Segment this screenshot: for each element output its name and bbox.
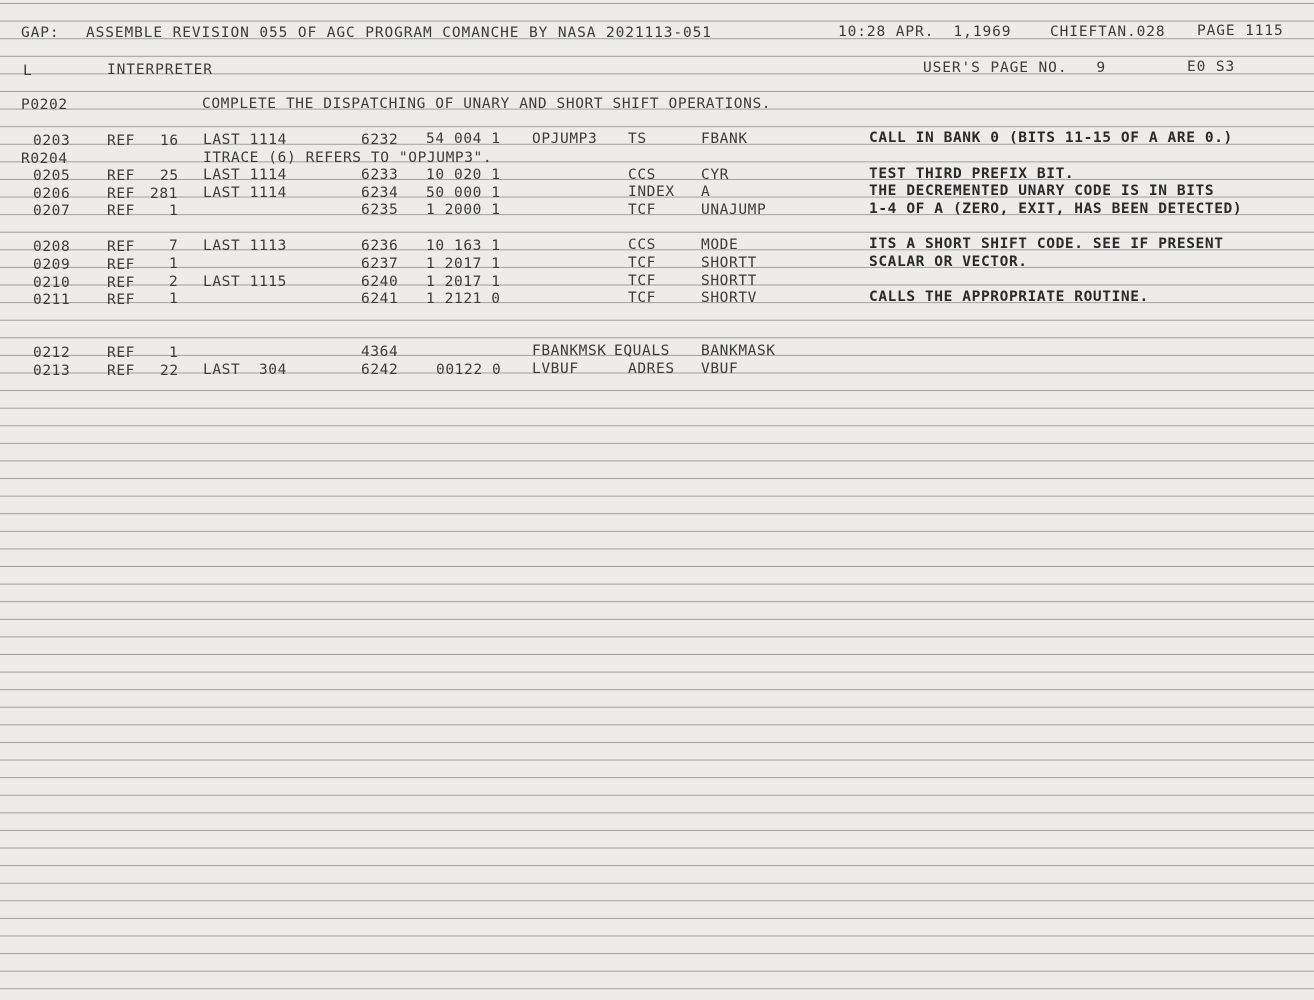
trace-note: ITRACE (6) REFERS TO "OPJUMP3".	[203, 150, 493, 166]
operand: FBANK	[701, 131, 748, 147]
symbol-label: LVBUF	[532, 361, 579, 377]
line-number: 0211	[33, 292, 71, 308]
section-name: INTERPRETER	[107, 62, 213, 78]
ref-keyword: REF	[107, 186, 135, 202]
users-page-number: USER'S PAGE NO. 9	[923, 60, 1106, 76]
subheader-mark: L	[23, 63, 33, 79]
line-number: 0208	[33, 239, 71, 255]
ref-count: 25	[160, 168, 179, 184]
opcode: ADRES	[628, 361, 675, 377]
ref-keyword: REF	[107, 345, 135, 361]
line-comment: THE DECREMENTED UNARY CODE IS IN BITS	[869, 183, 1215, 199]
operand: SHORTT	[701, 273, 757, 289]
machine-code: 10 163 1	[426, 238, 501, 254]
ref-keyword: REF	[107, 257, 135, 273]
line-number: 0209	[33, 257, 71, 273]
operand: MODE	[701, 237, 739, 253]
operand: SHORTV	[701, 290, 757, 306]
header-title: ASSEMBLE REVISION 055 OF AGC PROGRAM COMANCHE BY NASA 2021113-051	[86, 25, 712, 41]
last-ref: LAST 1114	[203, 167, 287, 183]
opcode: TS	[628, 131, 647, 147]
opcode: CCS	[628, 167, 656, 183]
address: 6241	[361, 291, 399, 307]
last-ref: LAST 1114	[203, 185, 287, 201]
machine-code: 00122 0	[436, 362, 502, 378]
subheader-code: E0 S3	[1187, 59, 1236, 75]
line-number: 0205	[33, 168, 71, 184]
opcode: TCF	[628, 273, 656, 289]
ref-count: 1	[169, 203, 179, 219]
address: 6233	[361, 167, 399, 183]
line-comment: CALLS THE APPROPRIATE ROUTINE.	[869, 289, 1149, 305]
last-ref: LAST 1114	[203, 132, 287, 148]
page-comment-text: COMPLETE THE DISPATCHING OF UNARY AND SHORT SHIFT OPERATIONS.	[202, 96, 772, 112]
symbol-label: OPJUMP3	[532, 131, 598, 147]
line-comment: SCALAR OR VECTOR.	[869, 254, 1028, 270]
line-number: 0207	[33, 203, 71, 219]
ref-count: 2	[169, 274, 179, 290]
line-number: 0206	[33, 186, 71, 202]
address: 6232	[361, 132, 399, 148]
line-number: 0203	[33, 133, 71, 149]
operand: CYR	[701, 167, 729, 183]
machine-code: 10 020 1	[426, 167, 501, 183]
header-time: 10:28 APR. 1,1969	[838, 24, 1012, 40]
opcode: EQUALS	[614, 343, 670, 359]
operand: A	[701, 184, 711, 200]
address: 6234	[361, 185, 399, 201]
address: 4364	[361, 344, 399, 360]
machine-code: 1 2017 1	[426, 256, 501, 272]
ref-count: 1	[169, 256, 179, 272]
operand: VBUF	[701, 361, 739, 377]
address: 6240	[361, 274, 399, 290]
line-number: 0212	[33, 345, 71, 361]
header-file: CHIEFTAN.028	[1050, 24, 1166, 40]
ref-count: 1	[169, 291, 179, 307]
header-label: GAP:	[21, 25, 60, 41]
machine-code: 1 2000 1	[426, 202, 501, 218]
line-comment: 1-4 OF A (ZERO, EXIT, HAS BEEN DETECTED)	[869, 201, 1243, 217]
ref-keyword: REF	[107, 133, 135, 149]
opcode: TCF	[628, 255, 656, 271]
address: 6237	[361, 256, 399, 272]
machine-code: 1 2121 0	[426, 291, 501, 307]
opcode: INDEX	[628, 184, 675, 200]
last-ref: LAST 1113	[203, 238, 287, 254]
page-comment-id: P0202	[21, 97, 68, 113]
opcode: TCF	[628, 290, 656, 306]
address: 6236	[361, 238, 399, 254]
machine-code: 1 2017 1	[426, 274, 501, 290]
ref-keyword: REF	[107, 292, 135, 308]
operand: SHORTT	[701, 255, 757, 271]
operand: BANKMASK	[701, 343, 776, 359]
opcode: TCF	[628, 202, 656, 218]
ref-count: 7	[169, 238, 179, 254]
ref-count: 1	[169, 345, 179, 361]
ref-count: 22	[160, 363, 179, 379]
address: 6235	[361, 202, 399, 218]
ref-count: 281	[150, 186, 178, 202]
line-number: 0213	[33, 363, 71, 379]
symbol-label: FBANKMSK	[532, 343, 607, 359]
ref-keyword: REF	[107, 275, 135, 291]
line-number: R0204	[21, 151, 68, 167]
last-ref: LAST 1115	[203, 274, 287, 290]
line-number: 0210	[33, 275, 71, 291]
last-ref: LAST 304	[203, 362, 287, 378]
opcode: CCS	[628, 237, 656, 253]
machine-code: 50 000 1	[426, 185, 501, 201]
ref-count: 16	[160, 133, 179, 149]
operand: UNAJUMP	[701, 202, 767, 218]
address: 6242	[361, 362, 399, 378]
line-comment: TEST THIRD PREFIX BIT.	[869, 166, 1075, 182]
header-page: PAGE 1115	[1197, 23, 1284, 39]
ref-keyword: REF	[107, 363, 135, 379]
line-comment: CALL IN BANK 0 (BITS 11-15 OF A ARE 0.)	[869, 130, 1233, 146]
ref-keyword: REF	[107, 203, 135, 219]
line-comment: ITS A SHORT SHIFT CODE. SEE IF PRESENT	[869, 236, 1224, 252]
ref-keyword: REF	[107, 239, 135, 255]
ref-keyword: REF	[107, 168, 135, 184]
machine-code: 54 004 1	[426, 131, 501, 147]
